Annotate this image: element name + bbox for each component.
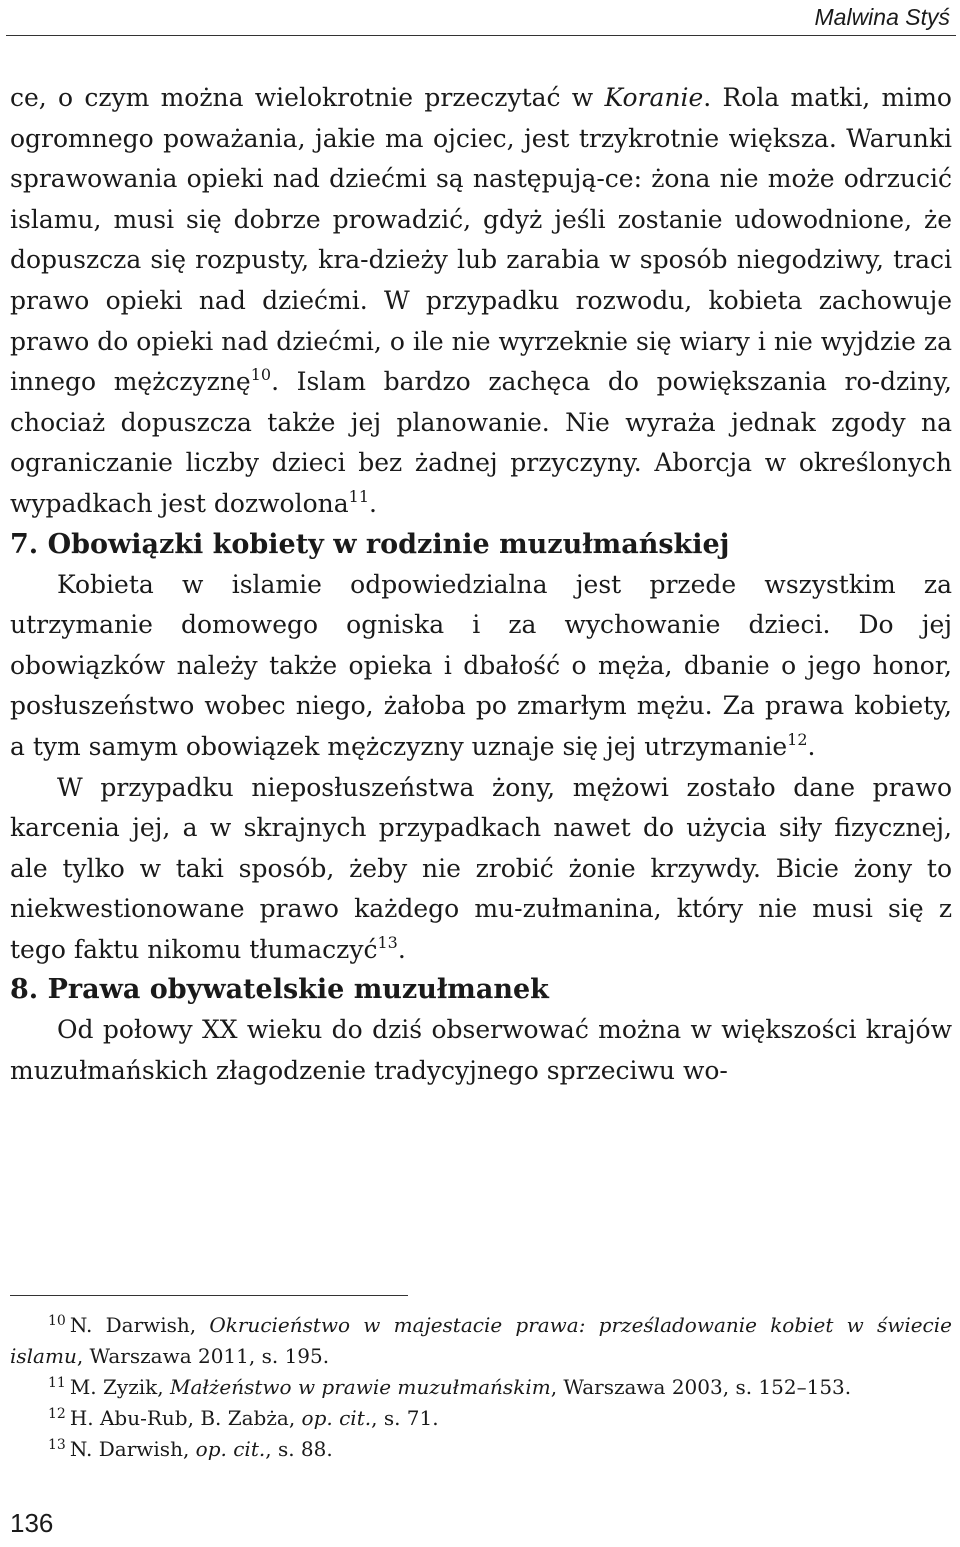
paragraph-4: Od połowy XX wieku do dziś obserwować można w większości krajów muzułmańskich złagodzenie tradycyjnego sprzeciwu wo- [10, 1015, 952, 1086]
footnote-rule [10, 1295, 408, 1296]
section-heading-8: 8. Prawa obywatelskie muzułmanek [10, 974, 549, 1006]
footnote-title: Okrucieństwo w majestacie prawa: prześladowanie kobiet w świecie islamu [10, 1313, 952, 1368]
page-number: 136 [10, 1508, 54, 1538]
section-heading-7: 7. Obowiązki kobiety w rodzinie muzułmańskiej [10, 528, 730, 560]
footnote-title: op. cit. [301, 1406, 372, 1430]
footnote-10: 10 N. Darwish, Okrucieństwo w majestacie prawa: prześladowanie kobiet w świecie islamu, Warszawa 2011, s. 195. [10, 1313, 952, 1368]
footnotes [10, 1310, 952, 1465]
paragraph-1 [10, 78, 952, 525]
text-run: . [807, 731, 816, 761]
footnote-13: 13 N. Darwish, op. cit., s. 88. [48, 1437, 333, 1461]
paragraph-3 [10, 768, 952, 971]
footnote-ref-10[interactable]: 10 [250, 365, 272, 385]
footnote-text: , Warszawa 2011, s. 195. [76, 1344, 330, 1368]
text-run: . [397, 934, 406, 964]
text-run: . Islam bardzo zachęca do powiększania ro-dziny, chociaż dopuszcza także jej planowanie. Nie wyraża jednak zgody na ograniczanie liczby dzieci bez żadnej przyczyny. Aborcja w określonych wypadkach jest dozwolona [10, 367, 953, 518]
text-run: . [369, 488, 377, 518]
header-rule [6, 35, 956, 36]
paragraph-2 [10, 565, 952, 768]
footnote-ref-13[interactable]: 13 [377, 932, 398, 952]
footnote-ref-11[interactable]: 11 [348, 486, 369, 506]
footnote-text: , s. 88. [265, 1437, 333, 1461]
footnote-11: 11 M. Zyzik, Małżeństwo w prawie muzułmańskim, Warszawa 2003, s. 152–153. [48, 1375, 852, 1399]
text-run: Kobieta w islamie odpowiedzialna jest przede wszystkim za utrzymanie domowego ogniska i za wychowanie dzieci. Do jej obowiązków należy także opieka i dbałość o męża, dbanie o jego honor, posłuszeństwo wobec niego, żałoba po zmarłym mężu. Za prawa kobiety, a tym samym obowiązek mężczyzny uznaje się jej utrzymanie [10, 569, 952, 761]
footnote-title: op. cit. [195, 1437, 266, 1461]
footnote-text: H. Abu-Rub, B. Zabża, [69, 1406, 302, 1430]
text-run: ce, o czym można wielokrotnie przeczytać w [10, 83, 605, 112]
footnote-text: , Warszawa 2003, s. 152–153. [550, 1375, 852, 1399]
text-run: W przypadku nieposłuszeństwa żony, mężowi zostało dane prawo karcenia jej, a w skrajnych przypadkach nawet do użycia siły fizycznej, ale tylko w taki sposób, żeby nie zrobić żonie krzywdy. Bicie żony to niekwestionowane prawo każdego mu-zułmanina, który nie musi się z tego faktu nikomu tłumaczyć [10, 772, 952, 964]
footnote-12: 12 H. Abu-Rub, B. Zabża, op. cit., s. 71. [48, 1406, 439, 1430]
footnote-text: M. Zyzik, [69, 1375, 170, 1399]
footnote-ref-12[interactable]: 12 [787, 729, 808, 749]
footnote-text: N. Darwish, [69, 1313, 210, 1337]
text-run: . Rola matki, mimo ogromnego poważania, jakie ma ojciec, jest trzykrotnie większa. Warunki sprawowania opieki nad dziećmi są następują-ce: żona nie może odrzucić islamu, musi się dobrze prowadzić, gdyż jeśli zostanie udowodnione, że dopuszcza się rozpusty, kra-dzieży lub zarabia w sposób niegodziwy, traci prawo opieki nad dziećmi. W przypadku rozwodu, kobieta zachowuje prawo do opieki nad dziećmi, o ile nie wyrzeknie się wiary i nie wyjdzie za innego mężczyznę [10, 83, 952, 397]
italic-run: Koranie [604, 83, 704, 112]
running-head-author: Malwina Styś [814, 4, 950, 30]
footnote-text: N. Darwish, [69, 1437, 196, 1461]
footnote-text: , s. 71. [371, 1406, 439, 1430]
footnote-title: Małżeństwo w prawie muzułmańskim [169, 1375, 551, 1399]
main-text [10, 78, 952, 1092]
